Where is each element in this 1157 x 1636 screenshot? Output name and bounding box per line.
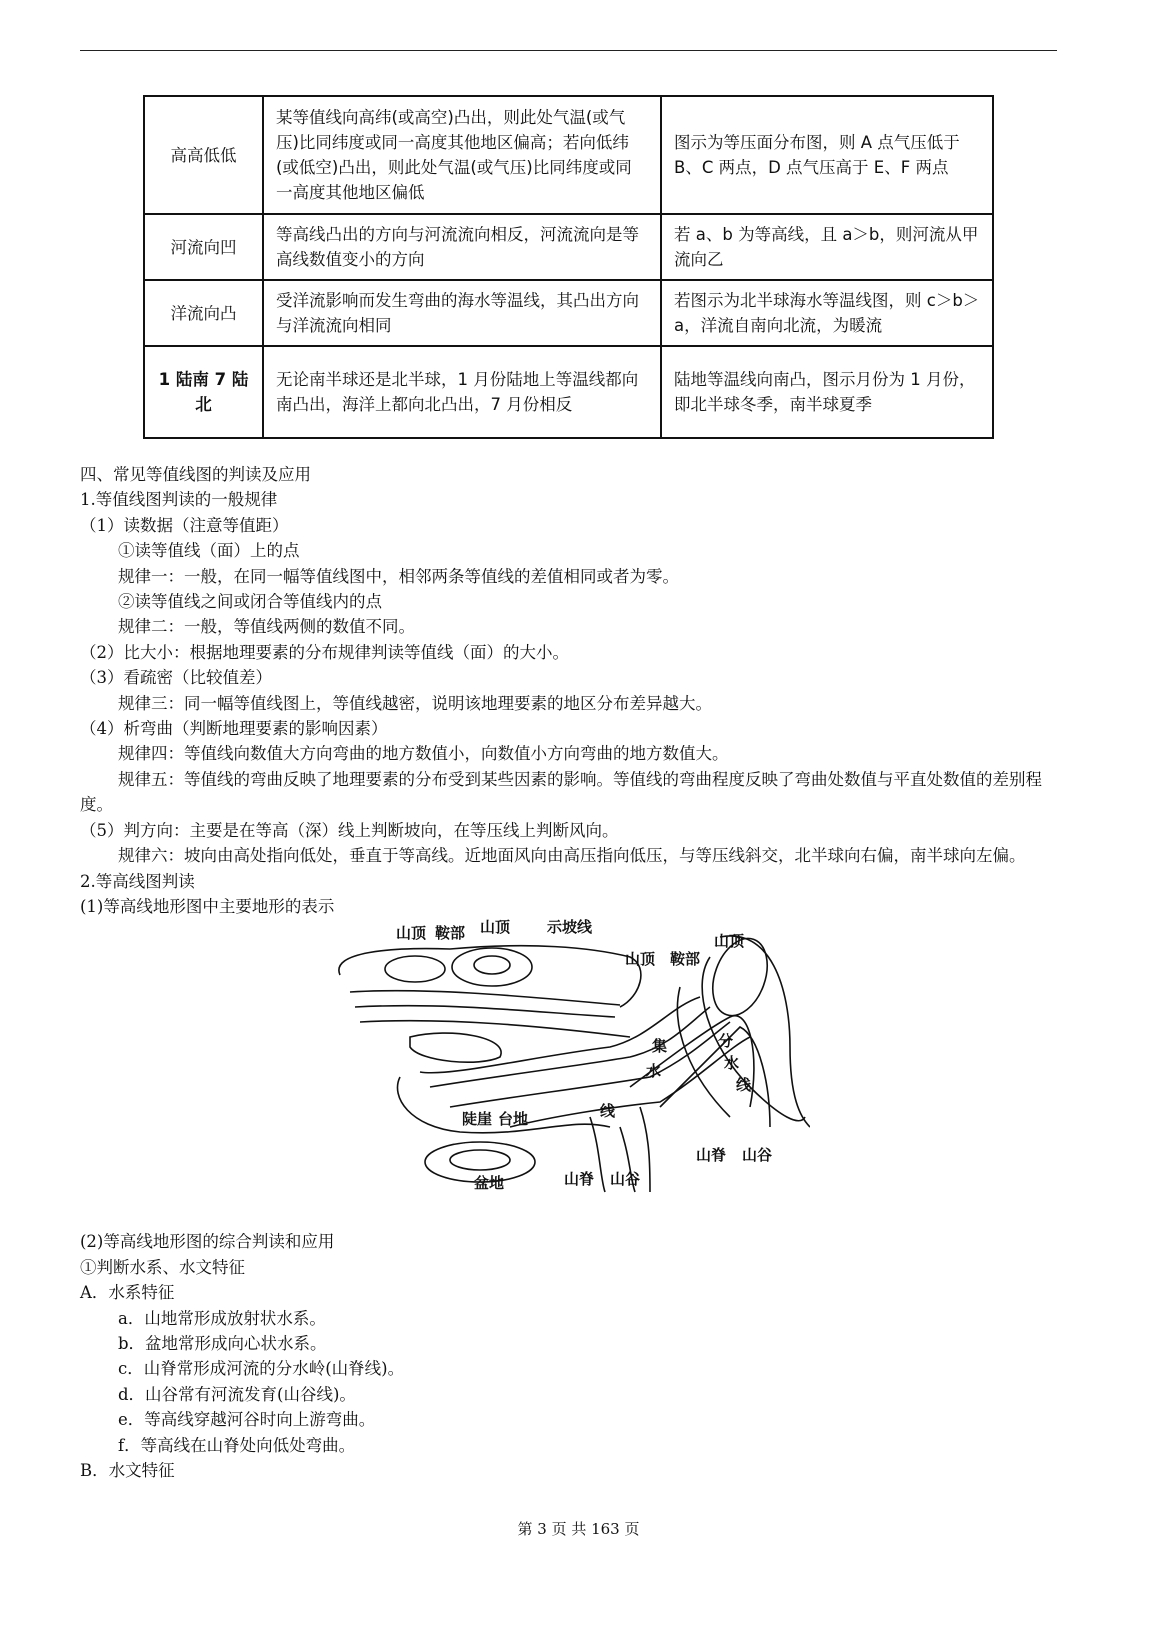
text-line: （5）判方向：主要是在等高（深）线上判断坡向，在等压线上判断风向。 — [80, 820, 619, 840]
text-line: (2)等高线地形图的综合判读和应用 — [80, 1232, 335, 1252]
label-ridge-line: 水 — [724, 1054, 740, 1073]
rule-text: 受洋流影响而发生弯曲的海水等温线，其凸出方向与洋流流向相同 — [263, 280, 661, 346]
text-line: ②读等值线之间或闭合等值线内的点 — [118, 592, 382, 612]
text-line: 规律五：等值线的弯曲反映了地理要素的分布受到某些因素的影响。等值线的弯曲程度反映了弯曲处数值与平直处数值的差别程度。 — [80, 769, 1042, 815]
text-line: (1)等高线地形图中主要地形的表示 — [80, 896, 335, 916]
rule-text: 无论南半球还是北半球，1 月份陆地上等温线都向南凸出，海洋上都向北凸出，7 月份相反 — [263, 346, 661, 438]
label-ridge: 山脊 — [564, 1170, 595, 1189]
label-ridge-line: 分 — [718, 1032, 734, 1051]
rule-key: 高高低低 — [144, 96, 263, 214]
section-heading: 四、常见等值线图的判读及应用 — [80, 465, 311, 484]
rule-example: 图示为等压面分布图，则 A 点气压低于 B、C 两点，D 点气压高于 E、F 两点 — [661, 96, 993, 214]
contour-map-figure — [80, 919, 1065, 1229]
label-peak: 山顶 — [480, 918, 511, 937]
rule-key: 河流向凹 — [144, 214, 263, 280]
label-cliff: 陡崖 — [462, 1110, 493, 1129]
rule-key: 洋流向凸 — [144, 280, 263, 346]
text-line: B．水文特征 — [80, 1460, 175, 1480]
rule-example: 陆地等温线向南凸，图示月份为 1 月份，即北半球冬季，南半球夏季 — [661, 346, 993, 438]
table-row — [144, 280, 993, 346]
label-peak: 山顶 — [714, 932, 745, 951]
list-item: f．等高线在山脊处向低处弯曲。 — [118, 1435, 356, 1455]
label-valley-line: 线 — [600, 1102, 616, 1121]
text-line: 规律一：一般，在同一幅等值线图中，相邻两条等值线的差值相同或者为零。 — [118, 566, 679, 586]
document-body — [80, 462, 1065, 1483]
rule-key: 1 陆南 7 陆北 — [144, 346, 263, 438]
text-line: 规律三：同一幅等值线图上，等值线越密，说明该地理要素的地区分布差异越大。 — [118, 693, 712, 713]
header-rule — [80, 50, 1057, 51]
label-valley: 山谷 — [742, 1146, 773, 1165]
label-saddle: 鞍部 — [670, 950, 701, 969]
label-basin: 盆地 — [474, 1174, 505, 1193]
label-valley: 山谷 — [610, 1170, 641, 1189]
subheading: 1.等值线图判读的一般规律 — [80, 490, 278, 510]
list-item: b．盆地常形成向心状水系。 — [118, 1333, 327, 1353]
list-item: a．山地常形成放射状水系。 — [118, 1308, 326, 1328]
label-peak: 山顶 — [396, 924, 427, 943]
text-line: （3）看疏密（比较值差） — [80, 668, 272, 688]
text-line: ①判断水系、水文特征 — [80, 1257, 245, 1277]
label-peak: 山顶 — [625, 950, 656, 969]
label-ridge-line: 线 — [736, 1076, 752, 1095]
text-line: A．水系特征 — [80, 1283, 175, 1303]
label-slope-line: 示坡线 — [547, 918, 593, 937]
subheading: 2.等高线图判读 — [80, 871, 195, 891]
label-valley-line: 集 — [652, 1037, 668, 1056]
list-item: c．山脊常形成河流的分水岭(山脊线)。 — [118, 1359, 405, 1379]
page-footer: 第 3 页 共 163 页 — [517, 1520, 640, 1538]
label-plateau: 台地 — [498, 1110, 529, 1129]
label-saddle: 鞍部 — [435, 924, 466, 943]
label-ridge: 山脊 — [696, 1146, 727, 1165]
table-row — [144, 346, 993, 438]
text-line: （2）比大小：根据地理要素的分布规律判读等值线（面）的大小。 — [80, 642, 569, 662]
rule-text: 等高线凸出的方向与河流流向相反，河流流向是等高线数值变小的方向 — [263, 214, 661, 280]
label-valley-line: 水 — [646, 1062, 662, 1081]
text-line: 规律二：一般，等值线两侧的数值不同。 — [118, 617, 415, 637]
list-item: d．山谷常有河流发育(山谷线)。 — [118, 1384, 356, 1404]
text-line: 规律六：坡向由高处指向低处，垂直于等高线。近地面风向由高压指向低压，与等压线斜交，北半球向右偏，南半球向左偏。 — [118, 846, 1026, 866]
table-row — [144, 96, 993, 214]
text-line: ①读等值线（面）上的点 — [118, 541, 300, 561]
text-line: （1）读数据（注意等值距） — [80, 515, 289, 535]
rule-text: 某等值线向高纬(或高空)凸出，则此处气温(或气压)比同纬度或同一高度其他地区偏高；若向低纬(或低空)凸出，则此处气温(或气压)比同纬度或同一高度其他地区偏低 — [263, 96, 661, 214]
rule-example: 若 a、b 为等高线，且 a＞b，则河流从甲流向乙 — [661, 214, 993, 280]
text-line: （4）析弯曲（判断地理要素的影响因素） — [80, 719, 388, 739]
rules-table — [143, 95, 994, 439]
rule-example: 若图示为北半球海水等温线图，则 c＞b＞a，洋流自南向北流，为暖流 — [661, 280, 993, 346]
list-item: e．等高线穿越河谷时向上游弯曲。 — [118, 1410, 376, 1430]
table-row — [144, 214, 993, 280]
text-line: 规律四：等值线向数值大方向弯曲的地方数值小，向数值小方向弯曲的地方数值大。 — [118, 744, 729, 764]
